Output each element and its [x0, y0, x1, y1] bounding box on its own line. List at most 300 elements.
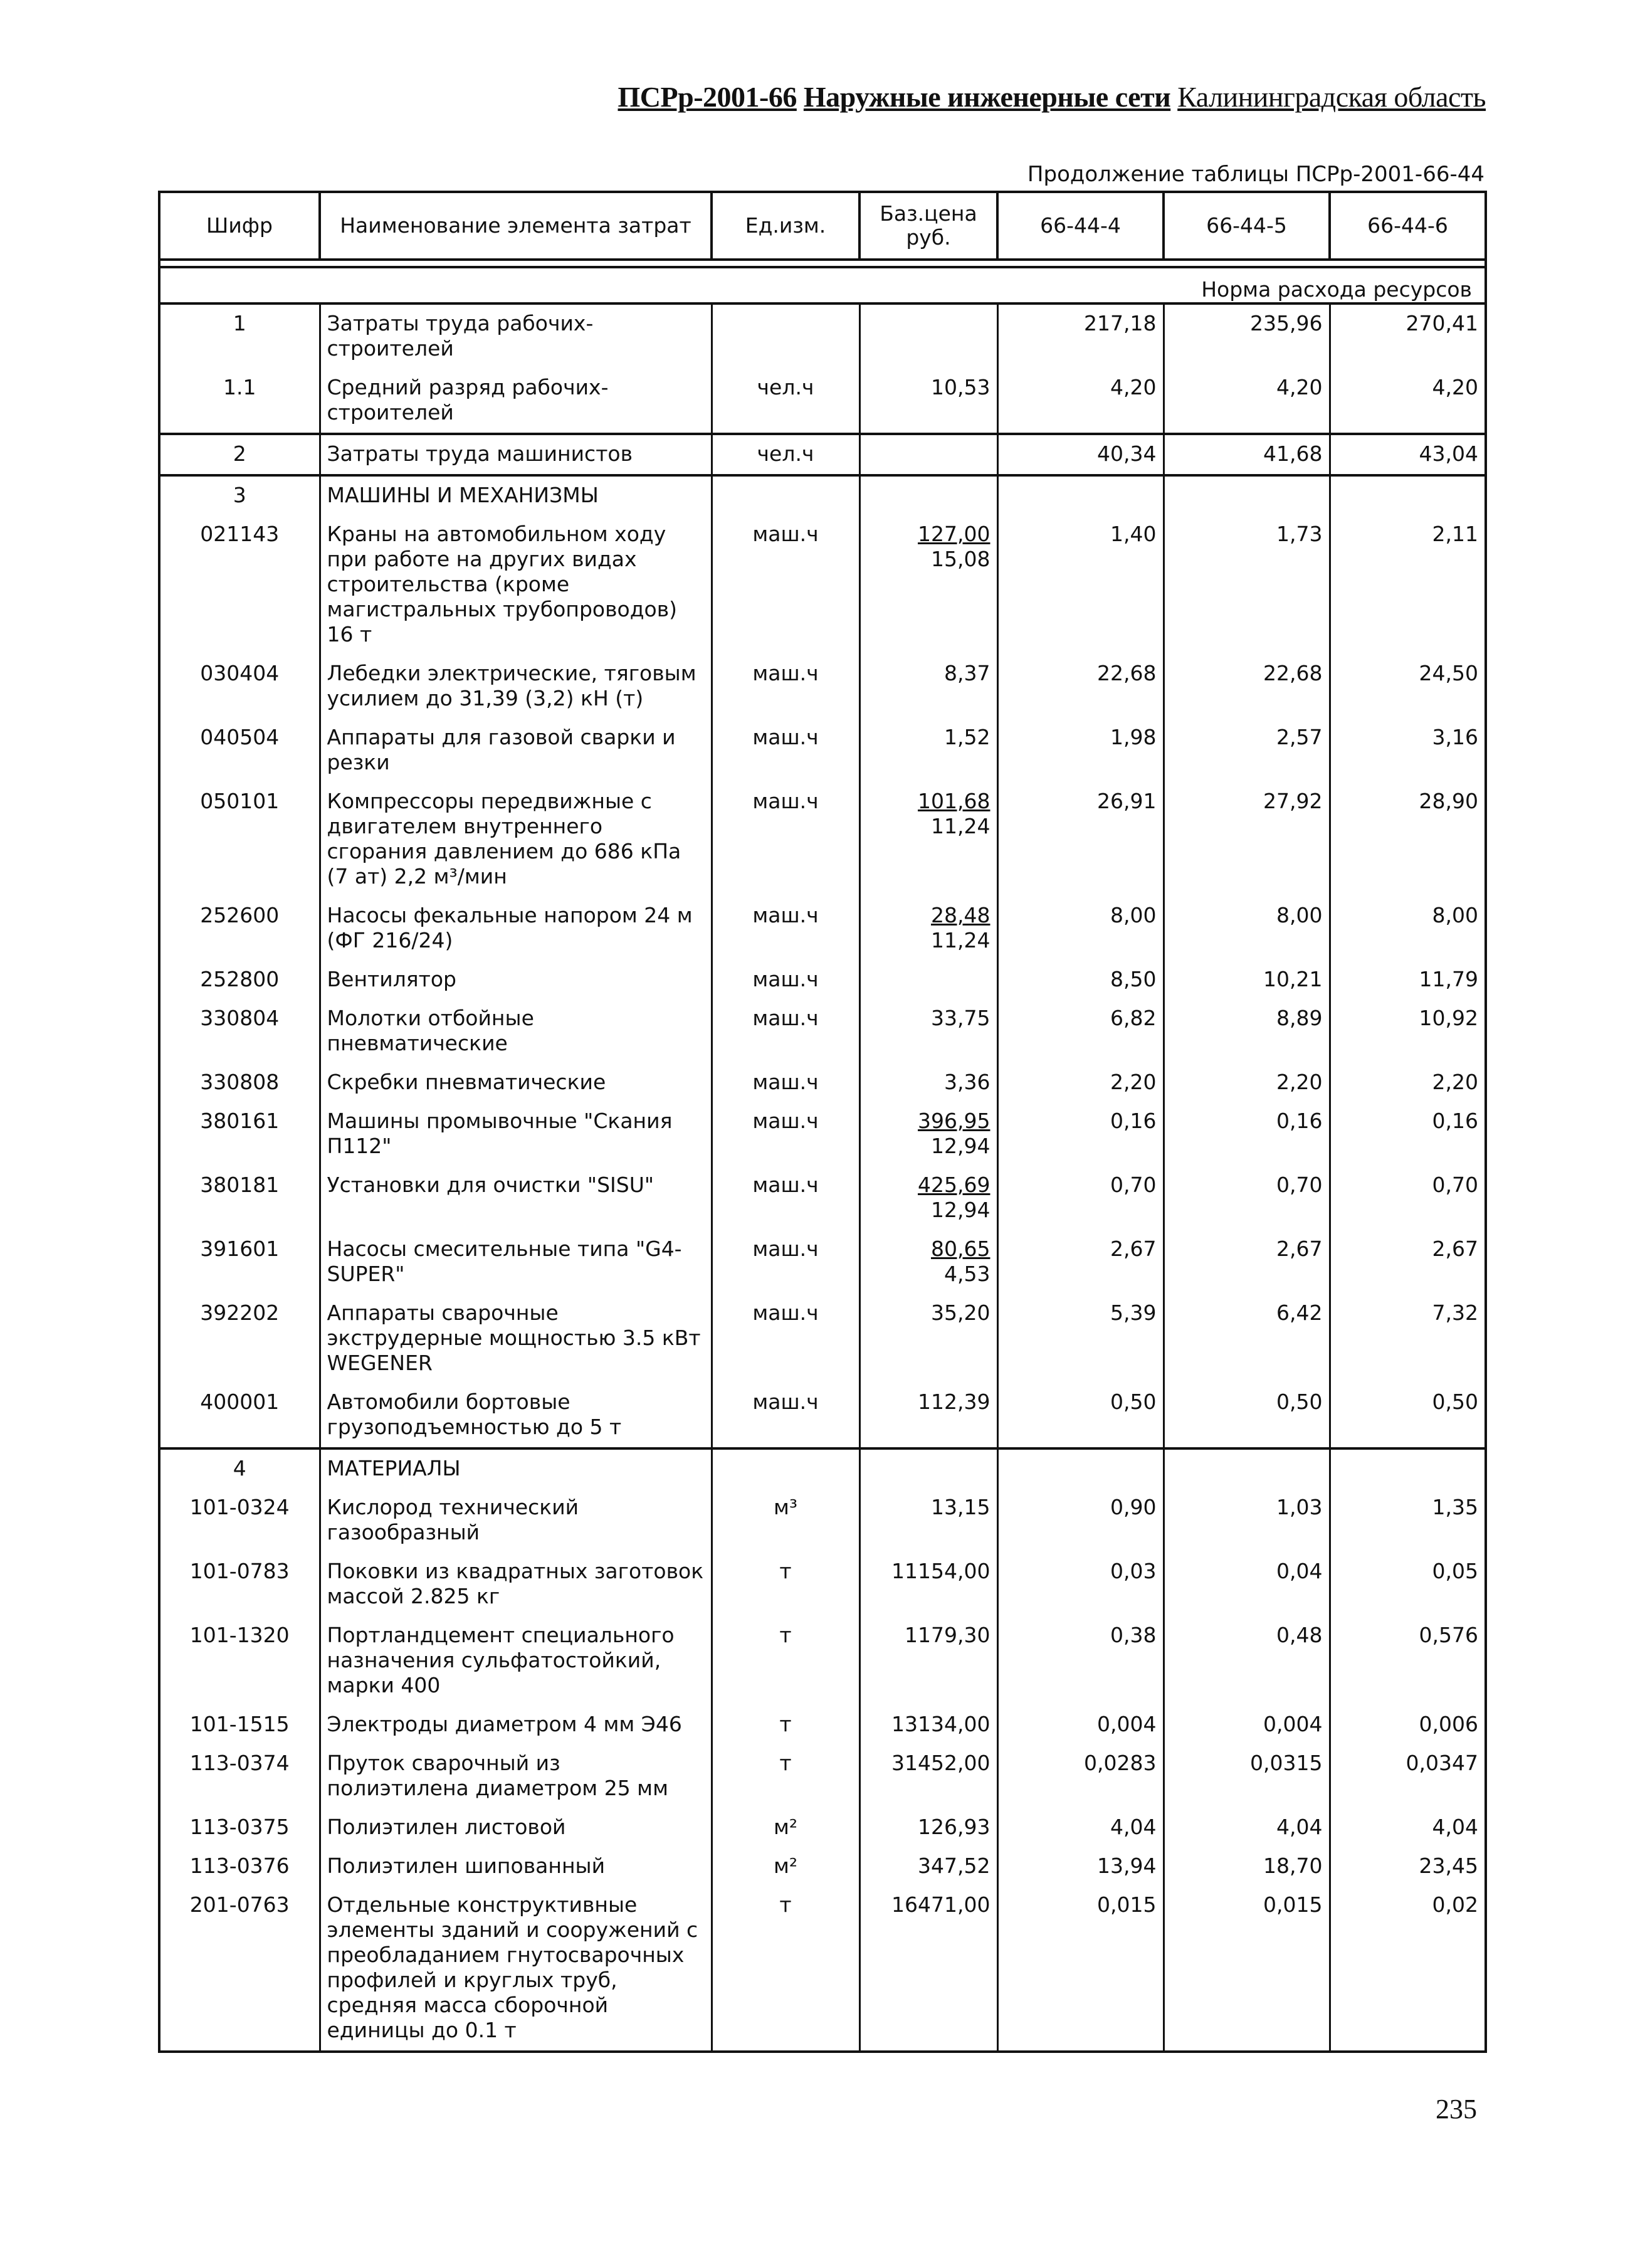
row-value-66-44-6-text: 270,41: [1406, 311, 1478, 335]
row-price: [859, 1166, 997, 1230]
row-value-66-44-5-text: 235,96: [1250, 311, 1323, 335]
row-name: [320, 434, 712, 475]
row-code-text: 3: [233, 483, 246, 507]
row-value-66-44-5-text: 0,004: [1263, 1712, 1323, 1736]
row-code-text: 330804: [200, 1006, 280, 1030]
row-code: [159, 961, 320, 1000]
row-unit: [712, 1847, 859, 1886]
row-unit: [712, 961, 859, 1000]
row-name: [320, 1808, 712, 1847]
row-price: [859, 475, 997, 515]
row-name: [320, 655, 712, 719]
row-code-text: 380181: [200, 1173, 280, 1197]
row-value-66-44-4-text: 22,68: [1097, 661, 1157, 685]
row-value-66-44-6-text: 2,11: [1432, 522, 1478, 546]
row-name-text: Поковки из квадратных заготовок массой 2.825 кг: [327, 1559, 704, 1608]
column-header: 66-44-6: [1330, 192, 1486, 260]
row-code: [159, 369, 320, 434]
row-value-66-44-5: [1164, 961, 1330, 1000]
row-unit-text: маш.ч: [752, 1109, 819, 1133]
row-name-text: Скребки пневматические: [327, 1070, 606, 1094]
table-row: [159, 1744, 1486, 1808]
row-code-text: 050101: [200, 789, 280, 813]
row-name-text: Краны на автомобильном ходу при работе на других видах строительства (кроме магистральных трубопроводов) 16 т: [327, 522, 678, 646]
row-price: [859, 1886, 997, 2052]
table-row: [159, 1000, 1486, 1063]
row-value-66-44-5: [1164, 1166, 1330, 1230]
row-price: [859, 1489, 997, 1553]
row-value-66-44-5: [1164, 1063, 1330, 1102]
row-code-text: 113-0375: [189, 1815, 290, 1839]
row-unit: [712, 655, 859, 719]
row-value-66-44-4: [997, 1448, 1164, 1489]
row-value-66-44-4: [997, 1000, 1164, 1063]
row-price-value: 13,15: [931, 1495, 991, 1519]
row-value-66-44-5: [1164, 1489, 1330, 1553]
row-price: [859, 655, 997, 719]
row-value-66-44-6: [1330, 1847, 1486, 1886]
row-value-66-44-4-text: 1,40: [1110, 522, 1157, 546]
resource-table: [158, 191, 1487, 2053]
row-value-66-44-5: [1164, 1847, 1330, 1886]
row-name: [320, 783, 712, 897]
row-unit-text: маш.ч: [752, 661, 819, 685]
row-name-text: Электроды диаметром 4 мм Э46: [327, 1712, 682, 1736]
page-header: [577, 80, 1486, 113]
row-name-text: Аппараты для газовой сварки и резки: [327, 725, 676, 774]
table-row: [159, 475, 1486, 515]
row-code-text: 021143: [200, 522, 280, 546]
row-unit-text: маш.ч: [752, 967, 819, 991]
row-name: [320, 1847, 712, 1886]
row-value-66-44-5: [1164, 1230, 1330, 1294]
header-title: Наружные инженерные сети: [803, 81, 1171, 113]
row-code: [159, 1166, 320, 1230]
row-value-66-44-6-text: 4,04: [1432, 1815, 1478, 1839]
row-price-secondary: 11,24: [931, 928, 991, 952]
row-unit: [712, 1553, 859, 1617]
row-value-66-44-4-text: 13,94: [1097, 1854, 1157, 1878]
column-header: Наименование элемента затрат: [320, 192, 712, 260]
row-value-66-44-4: [997, 1489, 1164, 1553]
row-name-text: Насосы смесительные типа "G4-SUPER": [327, 1237, 682, 1286]
row-unit: [712, 1000, 859, 1063]
row-code: [159, 475, 320, 515]
row-value-66-44-5: [1164, 303, 1330, 369]
row-value-66-44-6: [1330, 475, 1486, 515]
row-value-66-44-5: [1164, 1553, 1330, 1617]
row-value-66-44-5: [1164, 369, 1330, 434]
row-value-66-44-5: [1164, 1383, 1330, 1448]
row-unit: [712, 783, 859, 897]
row-value-66-44-5-text: 0,48: [1276, 1623, 1323, 1647]
row-code-text: 4: [233, 1456, 246, 1480]
row-value-66-44-5: [1164, 1000, 1330, 1063]
row-name: [320, 1886, 712, 2052]
row-unit: [712, 1383, 859, 1448]
row-value-66-44-6: [1330, 1294, 1486, 1383]
row-value-66-44-5: [1164, 434, 1330, 475]
row-value-66-44-4: [997, 1102, 1164, 1166]
row-unit-text: маш.ч: [752, 1300, 819, 1325]
row-code: [159, 1744, 320, 1808]
row-name: [320, 1489, 712, 1553]
row-unit-text: м²: [773, 1815, 798, 1839]
row-unit: [712, 1102, 859, 1166]
row-code: [159, 1886, 320, 2052]
row-unit: [712, 303, 859, 369]
row-price-value: 347,52: [918, 1854, 991, 1878]
row-unit-text: маш.ч: [752, 903, 819, 927]
column-header: 66-44-4: [997, 192, 1164, 260]
row-value-66-44-5-text: 0,50: [1276, 1390, 1323, 1414]
row-value-66-44-6: [1330, 1230, 1486, 1294]
row-name-text: Портландцемент специального назначения сульфатостойкий, марки 400: [327, 1623, 675, 1697]
row-value-66-44-4-text: 2,67: [1110, 1237, 1157, 1261]
row-value-66-44-4: [997, 1063, 1164, 1102]
row-name: [320, 1230, 712, 1294]
row-price-secondary: 15,08: [931, 547, 991, 571]
row-price-value: 33,75: [931, 1006, 991, 1030]
table-row: [159, 1063, 1486, 1102]
table-row: [159, 1808, 1486, 1847]
row-unit: [712, 1448, 859, 1489]
table-row: [159, 303, 1486, 369]
row-price: [859, 515, 997, 655]
row-value-66-44-4: [997, 1553, 1164, 1617]
row-code-text: 380161: [200, 1109, 280, 1133]
row-value-66-44-5-text: 0,015: [1263, 1892, 1323, 1917]
row-code: [159, 1706, 320, 1744]
row-name: [320, 1744, 712, 1808]
row-name-text: Молотки отбойные пневматические: [327, 1006, 534, 1055]
row-value-66-44-6: [1330, 1706, 1486, 1744]
row-price: [859, 719, 997, 783]
table-row: [159, 1448, 1486, 1489]
row-value-66-44-4-text: 40,34: [1097, 441, 1157, 466]
table-row: [159, 1886, 1486, 2052]
row-name: [320, 475, 712, 515]
row-value-66-44-6-text: 1,35: [1432, 1495, 1478, 1519]
row-code-text: 330808: [200, 1070, 280, 1094]
row-code-text: 1: [233, 311, 246, 335]
row-value-66-44-6-text: 2,20: [1432, 1070, 1478, 1094]
row-value-66-44-6-text: 24,50: [1419, 661, 1478, 685]
row-price-value: 11154,00: [891, 1559, 991, 1583]
row-price: [859, 1847, 997, 1886]
row-value-66-44-5: [1164, 1102, 1330, 1166]
row-unit-text: маш.ч: [752, 789, 819, 813]
row-name-text: Полиэтилен шипованный: [327, 1854, 606, 1878]
row-value-66-44-5: [1164, 655, 1330, 719]
row-value-66-44-4: [997, 1294, 1164, 1383]
row-value-66-44-4: [997, 1166, 1164, 1230]
row-name-text: МАШИНЫ И МЕХАНИЗМЫ: [327, 483, 599, 507]
row-value-66-44-4: [997, 783, 1164, 897]
table-row: [159, 515, 1486, 655]
row-value-66-44-5-text: 41,68: [1263, 441, 1323, 466]
row-price: [859, 1063, 997, 1102]
row-value-66-44-4: [997, 1230, 1164, 1294]
row-value-66-44-5: [1164, 1617, 1330, 1706]
row-name-text: Лебедки электрические, тяговым усилием до 31,39 (3,2) кН (т): [327, 661, 696, 710]
row-value-66-44-4-text: 5,39: [1110, 1300, 1157, 1325]
row-value-66-44-6: [1330, 1063, 1486, 1102]
table-row: [159, 961, 1486, 1000]
row-value-66-44-4-text: 4,04: [1110, 1815, 1157, 1839]
row-name-text: Пруток сварочный из полиэтилена диаметром 25 мм: [327, 1751, 668, 1800]
row-value-66-44-5-text: 8,89: [1276, 1006, 1323, 1030]
row-value-66-44-6: [1330, 897, 1486, 961]
row-value-66-44-6: [1330, 961, 1486, 1000]
row-value-66-44-4-text: 0,004: [1097, 1712, 1157, 1736]
row-value-66-44-5: [1164, 1706, 1330, 1744]
row-price: [859, 1102, 997, 1166]
norm-row: [159, 267, 1486, 303]
table-row: [159, 1706, 1486, 1744]
row-value-66-44-4: [997, 369, 1164, 434]
row-unit-text: маш.ч: [752, 522, 819, 546]
row-value-66-44-5-text: 1,03: [1276, 1495, 1323, 1519]
row-code-text: 252600: [200, 903, 280, 927]
row-price-value: 28,48: [931, 903, 991, 927]
row-value-66-44-5: [1164, 1886, 1330, 2052]
row-value-66-44-5-text: 22,68: [1263, 661, 1323, 685]
row-value-66-44-5-text: 4,20: [1276, 375, 1323, 399]
row-value-66-44-6: [1330, 369, 1486, 434]
row-name: [320, 303, 712, 369]
row-unit-text: м²: [773, 1854, 798, 1878]
row-value-66-44-4-text: 0,015: [1097, 1892, 1157, 1917]
row-price: [859, 1448, 997, 1489]
row-value-66-44-5-text: 2,67: [1276, 1237, 1323, 1261]
row-value-66-44-6-text: 28,90: [1419, 789, 1478, 813]
row-value-66-44-5-text: 27,92: [1263, 789, 1323, 813]
row-value-66-44-5: [1164, 1744, 1330, 1808]
row-value-66-44-5-text: 0,04: [1276, 1559, 1323, 1583]
row-price: [859, 1617, 997, 1706]
row-price-value: 35,20: [931, 1300, 991, 1325]
row-name-text: Машины промывочные "Скания П112": [327, 1109, 673, 1158]
row-code: [159, 1294, 320, 1383]
row-name: [320, 1706, 712, 1744]
table-row: [159, 1553, 1486, 1617]
row-code: [159, 1063, 320, 1102]
row-price-value: 8,37: [944, 661, 991, 685]
row-unit-text: маш.ч: [752, 1173, 819, 1197]
row-unit: [712, 1744, 859, 1808]
row-unit: [712, 1886, 859, 2052]
row-price: [859, 1230, 997, 1294]
row-price-value: 13134,00: [891, 1712, 991, 1736]
row-value-66-44-5-text: 10,21: [1263, 967, 1323, 991]
row-price: [859, 1706, 997, 1744]
row-value-66-44-4: [997, 897, 1164, 961]
row-name-text: Затраты труда рабочих-строителей: [327, 311, 594, 361]
row-value-66-44-6-text: 0,02: [1432, 1892, 1478, 1917]
row-price-value: 3,36: [944, 1070, 991, 1094]
row-value-66-44-6: [1330, 1553, 1486, 1617]
row-name: [320, 1063, 712, 1102]
row-price-value: 16471,00: [891, 1892, 991, 1917]
table-row: [159, 1847, 1486, 1886]
row-name-text: Установки для очистки "SISU": [327, 1173, 654, 1197]
row-code-text: 201-0763: [189, 1892, 290, 1917]
row-value-66-44-6-text: 8,00: [1432, 903, 1478, 927]
row-value-66-44-6: [1330, 1000, 1486, 1063]
row-name: [320, 1383, 712, 1448]
row-code: [159, 783, 320, 897]
header-code: ПСРр-2001-66: [617, 81, 797, 113]
row-unit: [712, 1166, 859, 1230]
table-row: [159, 369, 1486, 434]
row-name: [320, 1000, 712, 1063]
row-price-value: 127,00: [918, 522, 991, 546]
row-name: [320, 369, 712, 434]
row-value-66-44-4-text: 0,90: [1110, 1495, 1157, 1519]
row-value-66-44-6-text: 4,20: [1432, 375, 1478, 399]
row-value-66-44-4-text: 0,70: [1110, 1173, 1157, 1197]
row-unit-text: т: [779, 1892, 792, 1917]
row-value-66-44-6: [1330, 1617, 1486, 1706]
row-unit: [712, 1294, 859, 1383]
row-name: [320, 1448, 712, 1489]
table-row: [159, 655, 1486, 719]
row-value-66-44-4-text: 8,50: [1110, 967, 1157, 991]
row-value-66-44-5-text: 2,57: [1276, 725, 1323, 749]
row-name: [320, 1166, 712, 1230]
row-value-66-44-5: [1164, 515, 1330, 655]
row-price: [859, 897, 997, 961]
column-header: Баз.цена руб.: [859, 192, 997, 260]
table-row: [159, 1102, 1486, 1166]
row-value-66-44-6: [1330, 1489, 1486, 1553]
column-header: Шифр: [159, 192, 320, 260]
row-code-text: 101-0324: [189, 1495, 290, 1519]
row-price: [859, 1808, 997, 1847]
row-name-text: Автомобили бортовые грузоподъемностью до 5 т: [327, 1390, 622, 1439]
row-value-66-44-5-text: 6,42: [1276, 1300, 1323, 1325]
row-value-66-44-6: [1330, 1448, 1486, 1489]
row-value-66-44-4: [997, 1886, 1164, 2052]
row-price-value: 126,93: [918, 1815, 991, 1839]
row-value-66-44-6: [1330, 1383, 1486, 1448]
row-price-value: 425,69: [918, 1173, 991, 1197]
row-value-66-44-5-text: 2,20: [1276, 1070, 1323, 1094]
row-price-value: 1,52: [944, 725, 991, 749]
row-code-text: 113-0376: [189, 1854, 290, 1878]
row-price-secondary: 12,94: [931, 1134, 991, 1158]
row-value-66-44-4-text: 0,50: [1110, 1390, 1157, 1414]
row-value-66-44-4-text: 1,98: [1110, 725, 1157, 749]
row-value-66-44-4-text: 0,03: [1110, 1559, 1157, 1583]
row-name-text: МАТЕРИАЛЫ: [327, 1456, 461, 1480]
row-unit: [712, 1706, 859, 1744]
row-value-66-44-5: [1164, 1808, 1330, 1847]
row-value-66-44-4: [997, 719, 1164, 783]
row-code: [159, 1230, 320, 1294]
row-value-66-44-6-text: 3,16: [1432, 725, 1478, 749]
row-code: [159, 1847, 320, 1886]
row-code-text: 252800: [200, 967, 280, 991]
row-value-66-44-4-text: 6,82: [1110, 1006, 1157, 1030]
row-unit: [712, 1808, 859, 1847]
row-value-66-44-5: [1164, 897, 1330, 961]
row-name: [320, 719, 712, 783]
row-price: [859, 1383, 997, 1448]
row-value-66-44-5-text: 0,16: [1276, 1109, 1323, 1133]
row-price-secondary: 4,53: [944, 1262, 991, 1286]
row-code-text: 030404: [200, 661, 280, 685]
table-row: [159, 1489, 1486, 1553]
row-value-66-44-6-text: 10,92: [1419, 1006, 1478, 1030]
row-unit: [712, 1230, 859, 1294]
row-value-66-44-6: [1330, 434, 1486, 475]
row-unit: [712, 897, 859, 961]
row-value-66-44-4-text: 8,00: [1110, 903, 1157, 927]
row-price: [859, 1553, 997, 1617]
row-code: [159, 515, 320, 655]
row-price: [859, 303, 997, 369]
row-code: [159, 1000, 320, 1063]
row-code-text: 040504: [200, 725, 280, 749]
row-value-66-44-4: [997, 303, 1164, 369]
row-value-66-44-4: [997, 1808, 1164, 1847]
row-price-value: 112,39: [918, 1390, 991, 1414]
header-region: Калининградская область: [1177, 81, 1486, 113]
table-row: [159, 1294, 1486, 1383]
row-value-66-44-6: [1330, 1166, 1486, 1230]
row-value-66-44-6: [1330, 655, 1486, 719]
row-unit: [712, 1489, 859, 1553]
row-price: [859, 434, 997, 475]
row-name: [320, 1102, 712, 1166]
row-value-66-44-4-text: 0,0283: [1084, 1751, 1157, 1775]
row-value-66-44-5: [1164, 783, 1330, 897]
row-price: [859, 961, 997, 1000]
row-name: [320, 961, 712, 1000]
row-code: [159, 897, 320, 961]
row-value-66-44-4-text: 26,91: [1097, 789, 1157, 813]
row-value-66-44-6-text: 7,32: [1432, 1300, 1478, 1325]
row-value-66-44-5: [1164, 719, 1330, 783]
row-value-66-44-6: [1330, 783, 1486, 897]
column-header: 66-44-5: [1164, 192, 1330, 260]
row-value-66-44-6: [1330, 515, 1486, 655]
row-code: [159, 655, 320, 719]
column-header: Ед.изм.: [712, 192, 859, 260]
row-code: [159, 1553, 320, 1617]
row-code-text: 113-0374: [189, 1751, 290, 1775]
row-unit-text: чел.ч: [757, 441, 814, 466]
row-value-66-44-6-text: 0,70: [1432, 1173, 1478, 1197]
row-code-text: 2: [233, 441, 246, 466]
row-value-66-44-5-text: 4,04: [1276, 1815, 1323, 1839]
table-header-row: [159, 192, 1486, 260]
row-code-text: 101-0783: [189, 1559, 290, 1583]
row-value-66-44-6: [1330, 303, 1486, 369]
table-row: [159, 897, 1486, 961]
row-code: [159, 1489, 320, 1553]
row-name-text: Компрессоры передвижные с двигателем внутреннего сгорания давлением до 686 кПа (7 ат) 2,2 м³/мин: [327, 789, 681, 889]
row-unit-text: чел.ч: [757, 375, 814, 399]
row-unit: [712, 719, 859, 783]
row-value-66-44-4: [997, 1744, 1164, 1808]
row-unit: [712, 475, 859, 515]
row-price: [859, 1744, 997, 1808]
row-price: [859, 783, 997, 897]
table-row: [159, 719, 1486, 783]
